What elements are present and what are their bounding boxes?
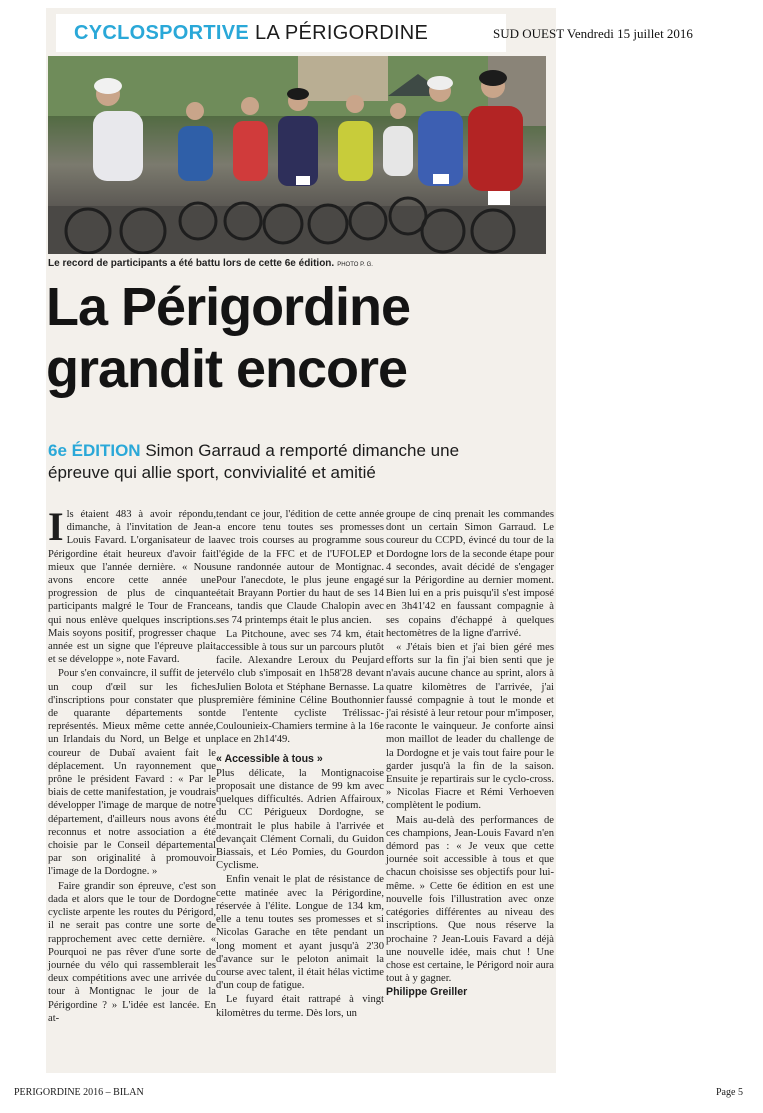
article-column-2 [216, 508, 384, 1021]
subtitle-text: Simon Garraud a remporté dimanche une épreuve qui allie sport, convivialité et amitié [48, 441, 460, 482]
paragraph: Enfin venait le plat de résistance de cette matinée avec la Périgordine, réservée à l'élite. Longue de 134 km, elle a tenu toutes ses promesses et si Nicolas Garache en tête pendant un long moment et ayant jusqu'à 2'30 d'avance sur le peloton animait la course avec talent, il était hélas victime d'un coup de fatigue. [216, 874, 384, 992]
paragraph: Faire grandir son épreuve, c'est son dada et alors que le tour de Dordogne cycliste arpente les routes du Périgord, il ne serait pas contre une sorte de rapprochement avec cette dernière. « Pourquoi ne pas rêver d'une sorte de journée du vélo qui rassemblerait les deux compétitions avec une arrivée du tour à Montignac le jour de la Périgordine ? » L'idée est lancée. En at- [48, 880, 216, 1024]
article-column-1 [48, 504, 216, 1026]
paragraph: Plus délicate, la Montignacoise proposait une distance de 99 km avec quelques difficultés. Adrien Affairoux, du CC Périgueux Dordogne, se montrait le plus habile à l'arrivée et devançait Clément Cornali, du Guidon Biassais, et Léo Pomies, du Gourdon Cyclisme. [216, 767, 384, 872]
cyclists-photo [48, 56, 546, 254]
drop-cap: I [48, 504, 64, 549]
paragraph: Le fuyard était rattrapé à vingt kilomètres du terme. Dès lors, un [216, 994, 384, 1019]
page-number: Page 5 [716, 1087, 743, 1098]
newspaper-clipping [46, 8, 556, 1073]
headline-line-1: La Périgordine [46, 277, 411, 337]
paragraph: « J'étais bien et j'ai bien géré mes efforts sur la fin j'ai bien senti que je n'avais aucune chance au sprint, alors à quatre kilomètres de l'arrivée, j'ai faussé compagnie à tout le monde et j'ai résisté à leur retour pour m'imposer, raconte le vainqueur. Je conforte ainsi mon maillot de leader du challenge de la Dordogne et je vais tout faire pour le garder jusqu'à la fin de la saison. Ensuite je repartirais sur le cyclo-cross. » Nicolas Fiacre et Rémi Verhoeven complètent le podium. [386, 642, 554, 812]
photo-credit: PHOTO P. G. [337, 262, 373, 268]
paragraph: Mais au-delà des performances de ces champions, Jean-Louis Favard n'en démord pas : « Je veux que cette journée soit accessible à tous et que chacun choisisse ses objectifs pour lui-même. » Cette 6e édition en est une nouvelle fois l'illustration avec onze catégories différentes au niveau des inscriptions. Que nous réserve la prochaine ? Jean-Louis Favard a déjà une nouvelle idée, mais chut ! Une chose est certaine, le Périgord noir aura tout à y gagner. [386, 814, 554, 985]
photo-caption [48, 258, 546, 269]
article-headline [46, 276, 546, 400]
paragraph: La Pitchoune, avec ses 74 km, était accessible à tous sur un parcours plutôt facile. Alexandre Leroux du Peujard vélo club s'imposait en 1h58'28 devant Julien Bolota et Stéphane Bernasse. La première féminine Céline Bouthonnier de l'entente cycliste Trélissac-Coulounieix-Chamiers termine à la 16e place en 2h14'49. [216, 628, 384, 746]
paragraph: groupe de cinq prenait les commandes dont un certain Simon Garraud. Le coureur du CCPD, évincé du tour de la Dordogne lors de la seconde étape pour 4 secondes, avait décidé de s'engager sur la Périgordine au dernier moment. Bien lui en a pris puisqu'il s'est imposé en 3h41'42 en faussant compagnie à ses copains d'échappé à quelques hectomètres de la ligne d'arrivé. [386, 509, 554, 639]
article-column-3 [386, 508, 554, 1000]
article-subtitle [48, 440, 518, 484]
inter-title: « Accessible à tous » [216, 752, 323, 765]
paragraph: Ils étaient 483 à avoir répondu, dimanche, à l'invitation de Jean-Louis Favard. L'organisateur de la Périgordine était heureux d'avoir fait mieux que l'année dernière. « Nous avons encore cette année une progression de plus de cinquante participants malgré le Tour de France qui nous enlève quelques inscriptions. Mais soyons positif, progresser chaque année est un signe que l'épreuve plait et se développe », note Favard. [48, 504, 216, 666]
paragraph: Pour s'en convaincre, il suffit de jeter un coup d'œil sur les fiches d'inscriptions pour constater que plus de quarante départements sont représentés. Mieux même cette année, un Irlandais du Nord, un Belge et un coureur de Dubaï avaient fait le déplacement. Un rayonnement que prône le président Favard : « Par le biais de cette manifestation, je voudrais développer l'image de marque de notre département, d'ailleurs nous avons été reconnus et notre association a été choisie par le Conseil départemental par son originalité à promouvoir l'image de la Dordogne. » [48, 668, 216, 878]
cyclists-illustration [48, 56, 546, 254]
caption-text: Le record de participants a été battu lors de cette 6e édition. [48, 258, 335, 269]
section-kicker: CYCLOSPORTIVE [74, 21, 250, 44]
paragraph: tendant ce jour, l'édition de cette année a encore tenu toutes ses promesses avec trois courses au programme sous l'égide de la FFC et de l'UFOLEP et une randonnée autour de Montignac. Pour l'anecdote, le plus jeune engagé était Brayann Portier du haut de ses 14 ans, tandis que Claude Chalopin avec ses 74 printemps était le plus ancien. [216, 509, 384, 626]
section-title: LA PÉRIGORDINE [255, 21, 429, 44]
headline-line-2: grandit encore [46, 339, 408, 399]
author-byline: Philippe Greiller [386, 986, 468, 999]
newspaper-source: SUD OUEST Vendredi 15 juillet 2016 [493, 26, 693, 41]
edition-tag: 6e ÉDITION [48, 441, 141, 460]
section-banner [56, 14, 506, 52]
footer-label: PERIGORDINE 2016 – BILAN [14, 1087, 144, 1098]
